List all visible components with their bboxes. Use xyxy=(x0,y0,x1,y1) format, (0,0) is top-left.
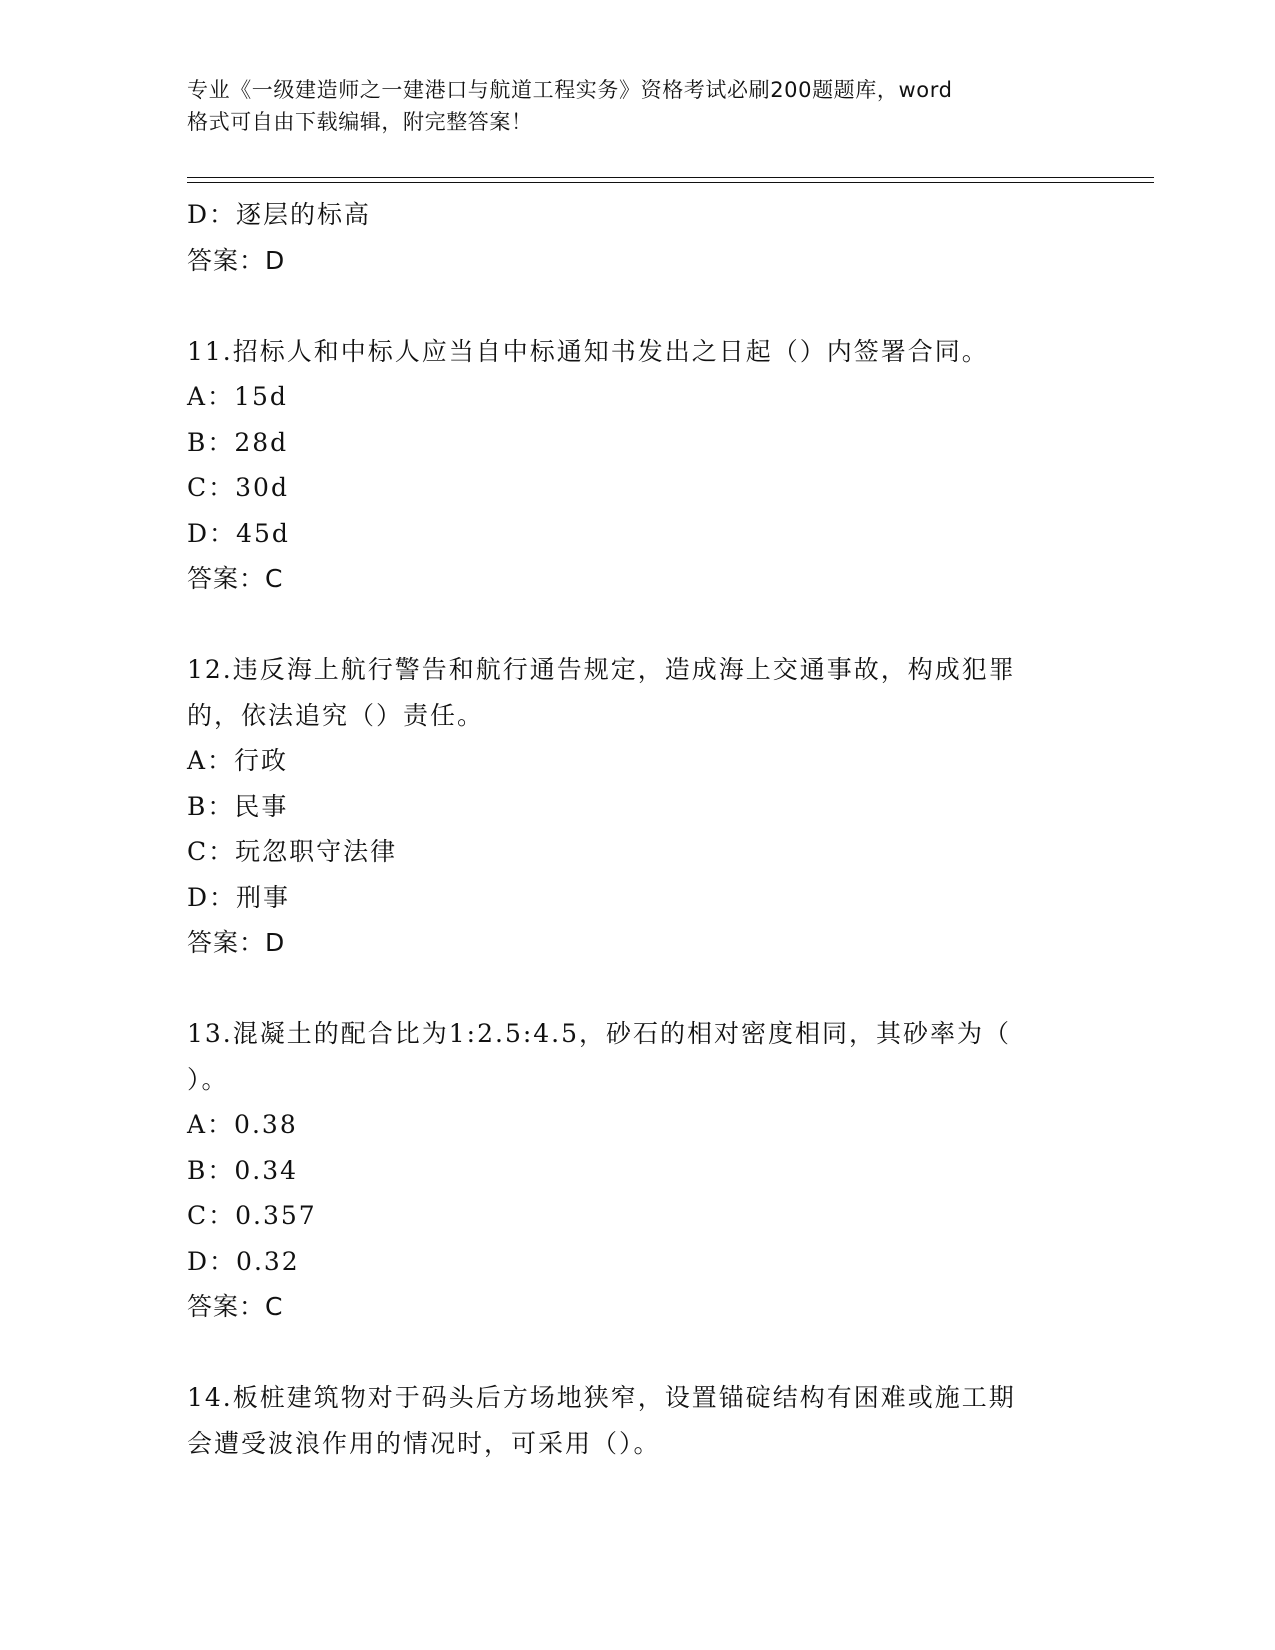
option-d: D：刑事 xyxy=(187,882,291,912)
header-rule-top xyxy=(187,177,1154,178)
document-body xyxy=(187,192,1087,1466)
answer: 答案：D xyxy=(187,928,286,957)
question-12 xyxy=(187,647,1087,966)
spacer xyxy=(187,602,1087,648)
question-text: 11.招标人和中标人应当自中标通知书发出之日起（）内签署合同。 xyxy=(187,336,989,366)
answer: 答案：D xyxy=(187,245,286,275)
header-line-1: 专业《一级建造师之一建港口与航道工程实务》资格考试必刷200题题库，word xyxy=(187,78,953,102)
option-c: C：30d xyxy=(187,473,289,502)
question-text-cont: ）。 xyxy=(187,1064,229,1094)
question-text: 12.违反海上航行警告和航行通告规定，造成海上交通事故，构成犯罪 xyxy=(187,655,1016,684)
option-a: A：15d xyxy=(187,382,288,411)
option-d: D：45d xyxy=(187,518,290,548)
option-d: D：0.32 xyxy=(187,1246,300,1276)
document-header xyxy=(187,74,1067,138)
question-text-cont: 会遭受波浪作用的情况时，可采用（）。 xyxy=(187,1428,661,1458)
previous-question-tail xyxy=(187,192,1087,283)
spacer xyxy=(187,1330,1087,1376)
question-14 xyxy=(187,1375,1087,1466)
answer: 答案：C xyxy=(187,1292,284,1321)
question-text-cont: 的，依法追究（）责任。 xyxy=(187,700,485,730)
option-a: A：0.38 xyxy=(187,1110,298,1139)
option-c: C：0.357 xyxy=(187,1201,317,1230)
option-a: A：行政 xyxy=(187,746,289,775)
spacer xyxy=(187,966,1087,1012)
header-rule-bottom xyxy=(187,182,1154,183)
header-line-2: 格式可自由下载编辑，附完整答案！ xyxy=(187,110,533,134)
option-d: D：逐层的标高 xyxy=(187,200,372,229)
option-b: B：民事 xyxy=(187,791,289,821)
answer: 答案：C xyxy=(187,564,284,593)
option-c: C：玩忽职守法律 xyxy=(187,837,398,866)
question-13 xyxy=(187,1011,1087,1330)
question-text: 13.混凝土的配合比为1:2.5:4.5，砂石的相对密度相同，其砂率为（ xyxy=(187,1019,1012,1048)
question-text: 14.板桩建筑物对于码头后方场地狭窄，设置锚碇结构有困难或施工期 xyxy=(187,1383,1016,1412)
option-b: B：0.34 xyxy=(187,1155,299,1185)
option-b: B：28d xyxy=(187,427,289,457)
spacer xyxy=(187,283,1087,329)
question-11 xyxy=(187,329,1087,602)
